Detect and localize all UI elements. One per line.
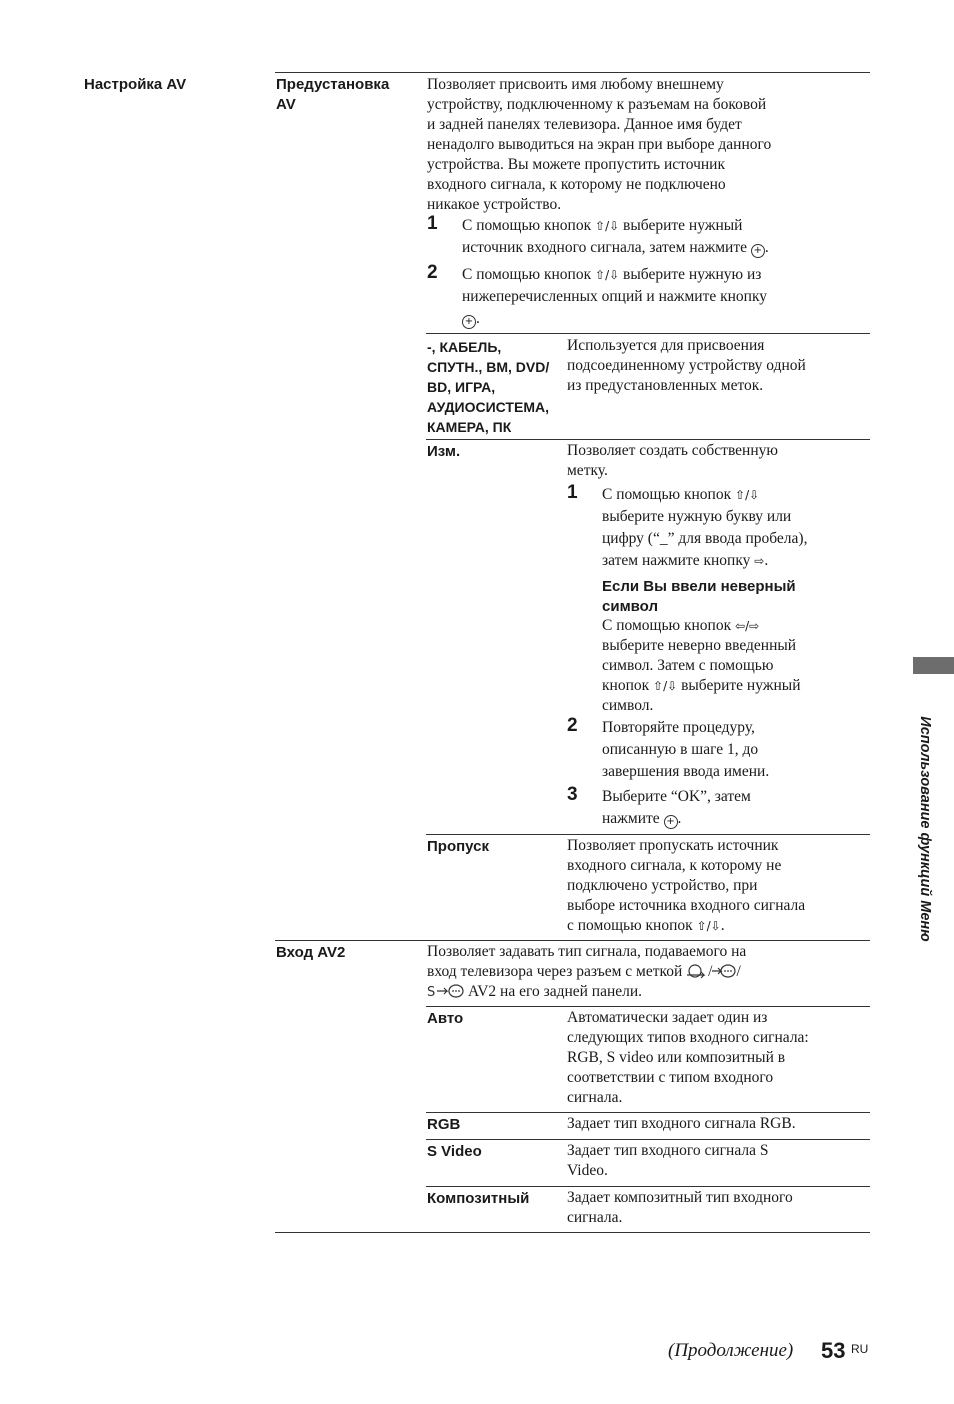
- svg-text:S: S: [427, 985, 436, 999]
- labels-option-label: [427, 337, 549, 437]
- desc-line: устройства. Вы можете пропустить источник: [427, 156, 726, 173]
- option-label-line: -, КАБЕЛЬ,: [427, 339, 502, 355]
- skip-option-description: [567, 836, 805, 936]
- auto-option-label: Авто: [427, 1010, 464, 1027]
- rule-svideo: [426, 1139, 870, 1140]
- step-number: 1: [427, 213, 438, 234]
- step-line: [602, 484, 807, 506]
- preset-description: [427, 75, 771, 215]
- desc-line: сигнала.: [567, 1089, 623, 1106]
- desc-line: Позволяет пропускать источник: [567, 837, 779, 854]
- rgb-option-description: [567, 1114, 796, 1134]
- up-down-arrows-icon: ⇧/⇩: [696, 919, 721, 933]
- step-line: + .: [462, 308, 767, 330]
- section-title: Настройка AV: [84, 76, 187, 93]
- option-label-line: СПУТН., ВМ, DVD/: [427, 359, 550, 375]
- step-line: описанную в шаге 1, до: [602, 741, 759, 758]
- rule-auto: [426, 1006, 870, 1007]
- step-line: источник входного сигнала, затем нажмите + .: [462, 239, 769, 256]
- av2-label: Вход AV2: [276, 944, 346, 961]
- step-text: нажмите: [602, 810, 660, 827]
- composite-option-label: Композитный: [427, 1190, 530, 1207]
- preset-label-line: AV: [276, 96, 296, 113]
- desc-text: с помощью кнопок: [567, 917, 693, 934]
- step-number: 3: [567, 784, 578, 805]
- step-text: С помощью кнопок: [462, 217, 592, 234]
- desc-line: ненадолго выводиться на экран при выборе данного: [427, 136, 772, 153]
- desc-line: Автоматически задает один из: [567, 1009, 768, 1026]
- desc-line: Задает тип входного сигнала RGB.: [567, 1115, 796, 1132]
- desc-line: сигнала.: [567, 1209, 623, 1226]
- up-down-arrows-icon: ⇧/⇩: [653, 679, 678, 693]
- desc-line: RGB, S video или композитный в: [567, 1049, 786, 1066]
- av-input-icon: [712, 963, 736, 979]
- step-text: источник входного сигнала, затем нажмите: [462, 239, 747, 256]
- edit-option-label: Изм.: [427, 443, 461, 460]
- skip-option-label: Пропуск: [427, 838, 489, 855]
- desc-text: AV2 на его задней панели.: [468, 983, 643, 1000]
- enter-button-icon: +: [664, 815, 678, 829]
- rule-composite: [426, 1186, 870, 1187]
- desc-line: метку.: [567, 462, 608, 479]
- page-language: RU: [851, 1342, 869, 1356]
- note-text: кнопок: [602, 677, 650, 694]
- step-text: С помощью кнопок: [602, 486, 732, 503]
- desc-line: входного сигнала, к которому не подключено: [427, 176, 726, 193]
- continued-note: (Продолжение): [668, 1340, 794, 1361]
- step-number: 2: [567, 715, 578, 736]
- up-down-arrows-icon: ⇧/⇩: [595, 268, 620, 282]
- preset-label: [276, 75, 389, 115]
- note-line: [602, 676, 800, 696]
- note-line: символ. Затем с помощью: [602, 657, 774, 674]
- desc-line: входного сигнала, к которому не: [567, 857, 782, 874]
- step-line: нижеперечисленных опций и нажмите кнопку: [462, 288, 768, 305]
- step-line: завершения ввода имени.: [602, 763, 770, 780]
- option-label-line: АУДИОСИСТЕМА,: [427, 399, 549, 415]
- note-line: символ.: [602, 697, 654, 714]
- av-input-icon: [686, 963, 708, 979]
- auto-option-description: [567, 1008, 809, 1108]
- svideo-option-description: [567, 1141, 768, 1181]
- desc-text: вход телевизора через разъем с меткой: [427, 963, 683, 980]
- labels-option-description: [567, 336, 806, 396]
- desc-line: соответствии с типом входного: [567, 1069, 774, 1086]
- step-line: Выберите “OK”, затем: [602, 788, 751, 805]
- step-text: выберите нужную из: [623, 266, 762, 283]
- option-label-line: BD, ИГРА,: [427, 379, 496, 395]
- enter-button-icon: +: [751, 244, 765, 258]
- desc-line: выборе источника входного сигнала: [567, 897, 806, 914]
- desc-line: Позволяет присвоить имя любому внешнему: [427, 76, 724, 93]
- desc-line: [427, 982, 746, 1002]
- up-down-arrows-icon: ⇧/⇩: [735, 488, 760, 502]
- rule-av2: [275, 940, 870, 941]
- rule-edit: [426, 439, 870, 440]
- desc-line: из предустановленных меток.: [567, 377, 764, 394]
- desc-line: Используется для присвоения: [567, 337, 765, 354]
- page-number: 53: [821, 1338, 846, 1363]
- up-down-arrows-icon: ⇧/⇩: [595, 219, 620, 233]
- s-video-icon: [427, 983, 465, 999]
- side-tab-text: Использование функций Меню: [917, 716, 933, 942]
- step-line: [462, 215, 769, 237]
- av2-description: [427, 942, 746, 1002]
- side-tab-marker: [913, 657, 954, 674]
- left-right-arrows-icon: ⇦/⇨: [735, 619, 760, 633]
- desc-line: с помощью кнопок ⇧/⇩.: [567, 917, 725, 934]
- step-line: выберите нужную букву или: [602, 508, 792, 525]
- desc-line: следующих типов входного сигнала:: [567, 1029, 809, 1046]
- step-line: [462, 264, 767, 286]
- note-title-line: символ: [602, 598, 659, 615]
- right-arrow-icon: ⇨: [754, 554, 765, 568]
- desc-line: Video.: [567, 1162, 608, 1179]
- step-line: нажмите + .: [602, 810, 682, 827]
- desc-line: никакое устройство.: [427, 196, 562, 213]
- svideo-option-label: S Video: [427, 1143, 482, 1160]
- option-label-line: КАМЕРА, ПК: [427, 419, 512, 435]
- preset-label-line: Предустановка: [276, 76, 390, 93]
- desc-line: подключено устройство, при: [567, 877, 758, 894]
- desc-line: Задает тип входного сигнала S: [567, 1142, 769, 1159]
- desc-line: подсоединенному устройству одной: [567, 357, 806, 374]
- rule-top: [275, 72, 870, 73]
- step-text: затем нажмите кнопку: [602, 552, 751, 569]
- note-title-line: Если Вы ввели неверный: [602, 578, 796, 595]
- rule-rgb: [426, 1112, 870, 1113]
- desc-line: Позволяет создать собственную: [567, 442, 778, 459]
- enter-button-icon: +: [462, 315, 476, 329]
- rgb-option-label: RGB: [427, 1116, 461, 1133]
- rule-labels: [426, 333, 870, 334]
- note-text: выберите нужный: [681, 677, 801, 694]
- step-number: 2: [427, 262, 438, 283]
- note-line: [602, 616, 800, 636]
- step-text: С помощью кнопок: [462, 266, 592, 283]
- step-line: Повторяйте процедуру,: [602, 719, 755, 736]
- wrong-symbol-text: [602, 616, 800, 716]
- rule-skip: [426, 834, 870, 835]
- rule-bottom: [275, 1232, 870, 1233]
- step-line: затем нажмите кнопку ⇨.: [602, 552, 769, 569]
- composite-option-description: [567, 1188, 793, 1228]
- wrong-symbol-title: [602, 577, 796, 617]
- desc-line: устройству, подключенному к разъемам на боковой: [427, 96, 767, 113]
- step-number: 1: [567, 482, 578, 503]
- note-text: С помощью кнопок: [602, 617, 732, 634]
- desc-line: и задней панелях телевизора. Данное имя будет: [427, 116, 742, 133]
- desc-line: вход телевизора через разъем с меткой / /: [427, 963, 741, 980]
- desc-line: Задает композитный тип входного: [567, 1189, 793, 1206]
- step-line: цифру (“_” для ввода пробела),: [602, 530, 808, 547]
- note-line: выберите неверно введенный: [602, 637, 797, 654]
- desc-line: Позволяет задавать тип сигнала, подаваемого на: [427, 943, 747, 960]
- edit-option-description: [567, 441, 778, 481]
- step-text: выберите нужный: [623, 217, 743, 234]
